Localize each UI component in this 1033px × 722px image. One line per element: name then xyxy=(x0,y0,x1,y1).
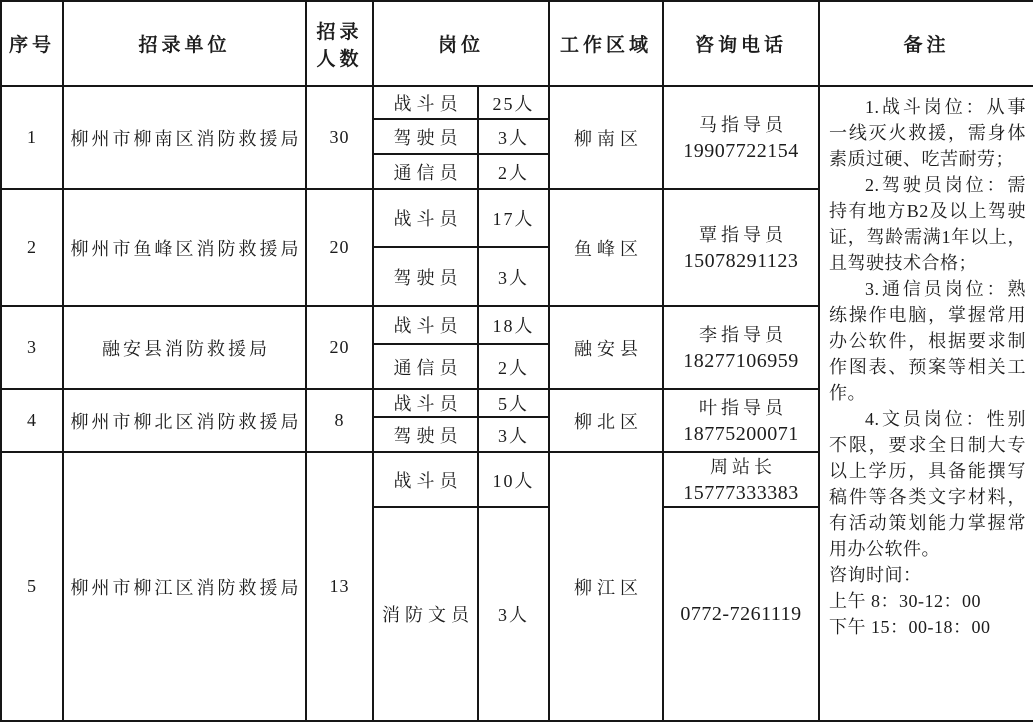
unit-cell: 柳州市柳北区消防救援局 xyxy=(63,389,306,452)
contact-name: 李指导员 xyxy=(699,324,788,345)
position-name-cell: 消防文员 xyxy=(373,507,478,721)
remarks-schedule-title: 咨询时间： xyxy=(829,565,922,585)
area-cell: 柳南区 xyxy=(549,86,663,189)
unit-cell: 柳州市鱼峰区消防救援局 xyxy=(63,189,306,306)
recruit-count-cell: 30 xyxy=(306,86,373,189)
position-count-cell: 10人 xyxy=(478,452,549,507)
position-count-cell: 3人 xyxy=(478,247,549,306)
row-no: 1 xyxy=(1,86,63,189)
header-unit: 招录单位 xyxy=(63,1,306,86)
row-no: 4 xyxy=(1,389,63,452)
recruit-count-cell: 20 xyxy=(306,306,373,389)
unit-cell: 柳州市柳南区消防救援局 xyxy=(63,86,306,189)
position-count-cell: 18人 xyxy=(478,306,549,344)
contact-name: 覃指导员 xyxy=(699,224,788,245)
position-count-cell: 3人 xyxy=(478,119,549,154)
contact-number: 19907722154 xyxy=(683,139,799,162)
header-position: 岗位 xyxy=(373,1,549,86)
contact-number: 15777333383 xyxy=(683,481,799,504)
table-row xyxy=(1,86,1033,119)
contact-cell xyxy=(663,86,819,189)
remarks-paragraph: 4.文员岗位：性别不限，要求全日制大专以上学历，具备能撰写稿件等各类文字材料，有活动策划能力掌握常用办公软件。 xyxy=(829,409,1027,559)
position-name-cell: 战斗员 xyxy=(373,86,478,119)
position-name-cell: 战斗员 xyxy=(373,452,478,507)
position-count-cell: 17人 xyxy=(478,189,549,247)
contact-number: 0772-7261119 xyxy=(680,603,802,625)
row-no: 2 xyxy=(1,189,63,306)
row-no: 3 xyxy=(1,306,63,389)
header-remarks: 备注 xyxy=(819,1,1033,86)
position-name-cell: 通信员 xyxy=(373,154,478,189)
position-name-cell: 战斗员 xyxy=(373,189,478,247)
recruit-count-cell: 13 xyxy=(306,452,373,721)
contact-cell xyxy=(663,189,819,306)
position-name-cell: 驾驶员 xyxy=(373,119,478,154)
position-name-cell: 战斗员 xyxy=(373,306,478,344)
header-no: 序号 xyxy=(1,1,63,86)
area-cell: 柳北区 xyxy=(549,389,663,452)
recruit-count-cell: 20 xyxy=(306,189,373,306)
position-count-cell: 3人 xyxy=(478,507,549,721)
row-no: 5 xyxy=(1,452,63,721)
remarks-paragraph: 2.驾驶员岗位：需持有地方B2及以上驾驶证，驾龄需满1年以上，且驾驶技术合格； xyxy=(829,175,1027,273)
header-area: 工作区域 xyxy=(549,1,663,86)
contact-cell xyxy=(663,389,819,452)
contact-number: 18775200071 xyxy=(683,422,799,445)
position-name-cell: 驾驶员 xyxy=(373,417,478,452)
remarks-schedule-pm: 下午 15：00-18：00 xyxy=(829,617,991,637)
position-name-cell: 战斗员 xyxy=(373,389,478,417)
remarks-paragraph: 1.战斗岗位：从事一线灭火救援，需身体素质过硬、吃苦耐劳； xyxy=(829,97,1027,169)
contact-cell xyxy=(663,452,819,507)
contact-number: 18277106959 xyxy=(683,349,799,372)
position-count-cell: 3人 xyxy=(478,417,549,452)
position-count-cell: 5人 xyxy=(478,389,549,417)
position-count-cell: 2人 xyxy=(478,154,549,189)
header-count: 招录人数 xyxy=(306,1,373,86)
unit-cell: 柳州市柳江区消防救援局 xyxy=(63,452,306,721)
position-count-cell: 2人 xyxy=(478,344,549,389)
contact-name: 周站长 xyxy=(710,456,777,477)
recruit-count-cell: 8 xyxy=(306,389,373,452)
contact-name: 马指导员 xyxy=(699,114,788,135)
contact-cell xyxy=(663,507,819,721)
remarks-paragraph: 3.通信员岗位：熟练操作电脑，掌握常用办公软件，根据要求制作图表、预案等相关工作。 xyxy=(829,279,1027,403)
unit-cell: 融安县消防救援局 xyxy=(63,306,306,389)
remarks-cell xyxy=(819,86,1033,721)
position-name-cell: 驾驶员 xyxy=(373,247,478,306)
header-phone: 咨询电话 xyxy=(663,1,819,86)
remarks-schedule-am: 上午 8：30-12：00 xyxy=(829,591,982,611)
contact-cell xyxy=(663,306,819,389)
contact-name: 叶指导员 xyxy=(699,397,788,418)
area-cell: 柳江区 xyxy=(549,452,663,721)
area-cell: 融安县 xyxy=(549,306,663,389)
header-row xyxy=(1,1,1033,86)
position-name-cell: 通信员 xyxy=(373,344,478,389)
position-count-cell: 25人 xyxy=(478,86,549,119)
contact-number: 15078291123 xyxy=(683,249,799,272)
area-cell: 鱼峰区 xyxy=(549,189,663,306)
